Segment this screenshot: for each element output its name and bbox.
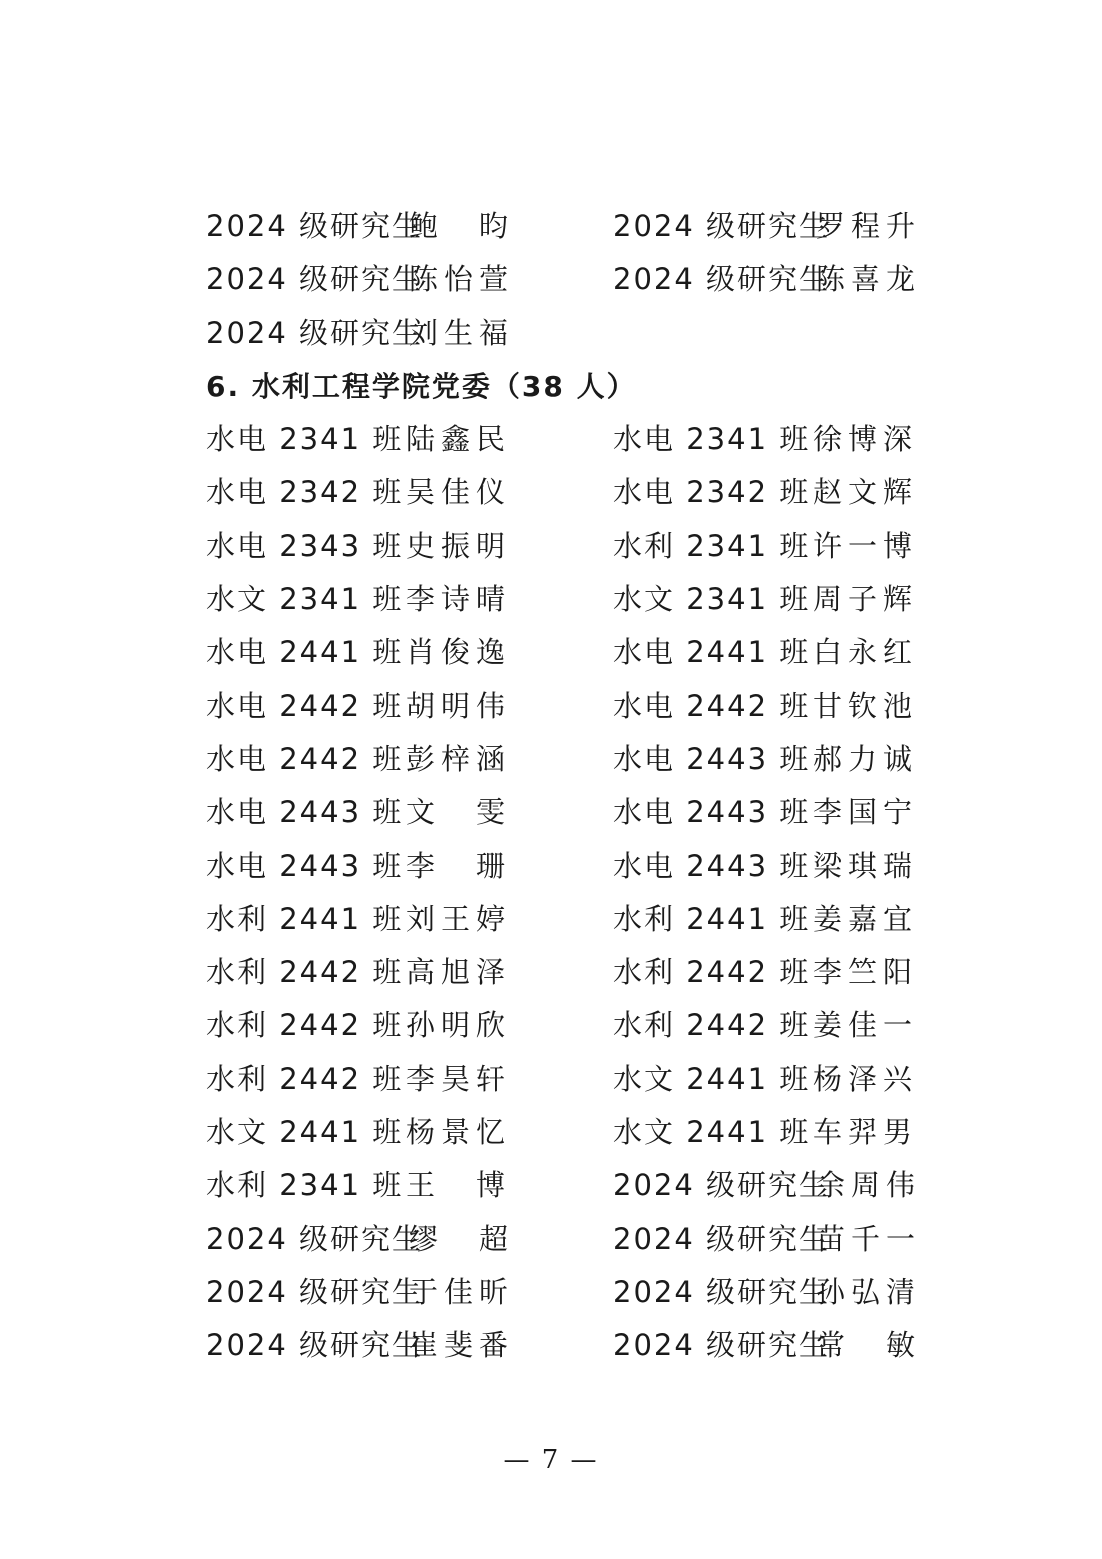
entry-group: 水电 2442 班: [206, 688, 404, 723]
list-row: [206, 786, 919, 839]
entry-group: 水利 2441 班: [206, 901, 404, 936]
list-row: [206, 1213, 922, 1266]
entry-group: 2024 级研究生: [206, 1328, 424, 1363]
entry-name: 白永红: [813, 635, 919, 670]
entry-right: [613, 466, 918, 519]
entry-right: [613, 626, 918, 679]
entry-name: 李国宁: [813, 795, 919, 830]
entry-group: 2024 级研究生: [613, 262, 831, 297]
entry-name: 刘生福: [409, 315, 515, 350]
entry-left: [206, 946, 511, 999]
entry-group: 水电 2342 班: [613, 475, 811, 510]
entry-left: [206, 253, 514, 306]
entry-name: 孙弘清: [816, 1274, 922, 1309]
entry-group: 水利 2442 班: [206, 1061, 404, 1096]
entry-group: 水电 2441 班: [613, 635, 811, 670]
entry-right: [613, 893, 918, 946]
entry-group: 水电 2443 班: [613, 795, 811, 830]
entry-name: 车羿男: [813, 1115, 919, 1150]
entry-group: 水文 2441 班: [206, 1115, 404, 1150]
entry-group: 水利 2442 班: [206, 955, 404, 990]
entry-group: 水利 2341 班: [206, 1168, 404, 1203]
entry-right: [613, 413, 918, 466]
entry-right: [613, 1319, 921, 1372]
entry-group: 2024 级研究生: [613, 1328, 831, 1363]
entry-left: [206, 1159, 511, 1212]
entry-group: 水利 2441 班: [613, 901, 811, 936]
entry-left: [206, 573, 511, 626]
entry-right: [613, 680, 918, 733]
entry-left: [206, 466, 511, 519]
name-list: [206, 200, 922, 1373]
entry-name: 姜佳一: [813, 1008, 919, 1043]
entry-name: 赵文辉: [813, 475, 919, 510]
entry-group: 水利 2442 班: [206, 1008, 404, 1043]
entry-name: 陆鑫民: [406, 422, 512, 457]
entry-left: [206, 1053, 511, 1106]
entry-left: [206, 680, 511, 733]
list-row: [206, 946, 919, 999]
entry-group: 水文 2441 班: [613, 1061, 811, 1096]
list-row: [206, 840, 919, 893]
entry-left: [206, 1266, 514, 1319]
list-row: [206, 200, 922, 253]
entry-right: [613, 1159, 921, 1212]
entry-group: 水电 2441 班: [206, 635, 404, 670]
entry-name: 徐博深: [813, 422, 919, 457]
entry-name: 史振明: [406, 528, 512, 563]
entry-group: 水电 2341 班: [206, 422, 404, 457]
entry-name: 梁琪瑞: [813, 848, 919, 883]
entry-left: [206, 200, 514, 253]
list-row: [206, 893, 919, 946]
entry-name: 常 敏: [816, 1328, 922, 1363]
entry-group: 2024 级研究生: [206, 262, 424, 297]
entry-left: [206, 733, 511, 786]
list-row: [206, 520, 919, 573]
entry-right: [613, 733, 918, 786]
list-row: [206, 573, 919, 626]
list-row: [206, 1266, 922, 1319]
entry-name: 高旭泽: [406, 955, 512, 990]
entry-left: [206, 1213, 514, 1266]
entry-name: 吴佳仪: [406, 475, 512, 510]
entry-name: 陈喜龙: [816, 262, 922, 297]
entry-left: [206, 413, 511, 466]
entry-group: 2024 级研究生: [613, 1274, 831, 1309]
entry-group: 水利 2442 班: [613, 1008, 811, 1043]
entry-left: [206, 307, 514, 360]
entry-name: 刘王婷: [406, 901, 512, 936]
entry-group: 水文 2341 班: [613, 582, 811, 617]
entry-group: 水电 2442 班: [206, 741, 404, 776]
entry-right: [613, 520, 918, 573]
entry-group: 水利 2442 班: [613, 955, 811, 990]
list-row: [206, 1106, 919, 1159]
entry-name: 李诗晴: [406, 582, 512, 617]
list-row: [206, 626, 919, 679]
entry-group: 水文 2341 班: [206, 582, 404, 617]
entry-name: 孙明欣: [406, 1008, 512, 1043]
entry-name: 罗程升: [816, 209, 922, 243]
entry-group: 2024 级研究生: [206, 1221, 424, 1256]
entry-right: [613, 786, 918, 839]
entry-group: 水电 2341 班: [613, 422, 811, 457]
list-row: [206, 680, 919, 733]
entry-group: 2024 级研究生: [206, 315, 424, 350]
list-row: [206, 413, 919, 466]
entry-group: 水电 2443 班: [206, 848, 404, 883]
entry-name: 杨景忆: [406, 1115, 512, 1150]
entry-group: 水电 2443 班: [613, 741, 811, 776]
entry-group: 2024 级研究生: [206, 209, 424, 243]
list-row: [206, 1053, 919, 1106]
section-list: [206, 413, 922, 1372]
entry-left: [206, 520, 511, 573]
entry-group: 2024 级研究生: [613, 1168, 831, 1203]
entry-name: 肖俊逸: [406, 635, 512, 670]
entry-name: 陈怡萱: [409, 262, 515, 297]
entry-group: 2024 级研究生: [613, 1221, 831, 1256]
section-heading: 6. 水利工程学院党委（38 人）: [206, 369, 637, 403]
entry-name: 彭梓涵: [406, 741, 512, 776]
entry-name: 文 雯: [406, 795, 512, 830]
entry-name: 甘钦池: [813, 688, 919, 723]
entry-name: 李 珊: [406, 848, 512, 883]
entry-left: [206, 1319, 514, 1372]
continued-list: [206, 200, 922, 360]
list-row: [206, 733, 919, 786]
page-number: — 7 —: [503, 1445, 599, 1475]
entry-name: 苗千一: [816, 1221, 922, 1256]
entry-name: 李昊轩: [406, 1061, 512, 1096]
list-row: [206, 1159, 922, 1212]
entry-group: 水利 2341 班: [613, 528, 811, 563]
entry-right: [613, 253, 921, 306]
entry-right: [613, 840, 918, 893]
entry-name: 杨泽兴: [813, 1061, 919, 1096]
entry-name: 鲍 昀: [409, 209, 515, 243]
entry-left: [206, 893, 511, 946]
entry-group: 水文 2441 班: [613, 1115, 811, 1150]
entry-name: 王 博: [406, 1168, 512, 1203]
entry-right: [613, 946, 918, 999]
entry-group: 水电 2443 班: [206, 795, 404, 830]
entry-group: 水电 2342 班: [206, 475, 404, 510]
entry-group: 水电 2343 班: [206, 528, 404, 563]
entry-left: [206, 840, 511, 893]
entry-right: [613, 1213, 921, 1266]
entry-name: 许一博: [813, 528, 919, 563]
list-row: [206, 466, 919, 519]
entry-right: [613, 1106, 918, 1159]
entry-group: 水电 2443 班: [613, 848, 811, 883]
entry-left: [206, 786, 511, 839]
entry-right: [613, 200, 921, 253]
entry-group: 水电 2442 班: [613, 688, 811, 723]
entry-left: [206, 1106, 511, 1159]
entry-name: 胡明伟: [406, 688, 512, 723]
entry-name: 于佳昕: [409, 1274, 515, 1309]
entry-right: [613, 1266, 921, 1319]
entry-right: [613, 1053, 918, 1106]
list-row: [206, 999, 919, 1052]
list-row: [206, 253, 922, 306]
entry-left: [206, 999, 511, 1052]
entry-group: 2024 级研究生: [206, 1274, 424, 1309]
entry-name: 郝力诚: [813, 741, 919, 776]
entry-right: [613, 573, 918, 626]
list-row: [206, 1319, 922, 1372]
entry-name: 崔斐番: [409, 1328, 515, 1363]
entry-name: 姜嘉宜: [813, 901, 919, 936]
entry-name: 周子辉: [813, 582, 919, 617]
entry-group: 2024 级研究生: [613, 209, 831, 243]
list-row: [206, 307, 906, 360]
entry-right: [613, 999, 918, 1052]
entry-left: [206, 626, 511, 679]
entry-name: 余周伟: [816, 1168, 922, 1203]
entry-name: 李竺阳: [813, 955, 919, 990]
entry-name: 缪 超: [409, 1221, 515, 1256]
